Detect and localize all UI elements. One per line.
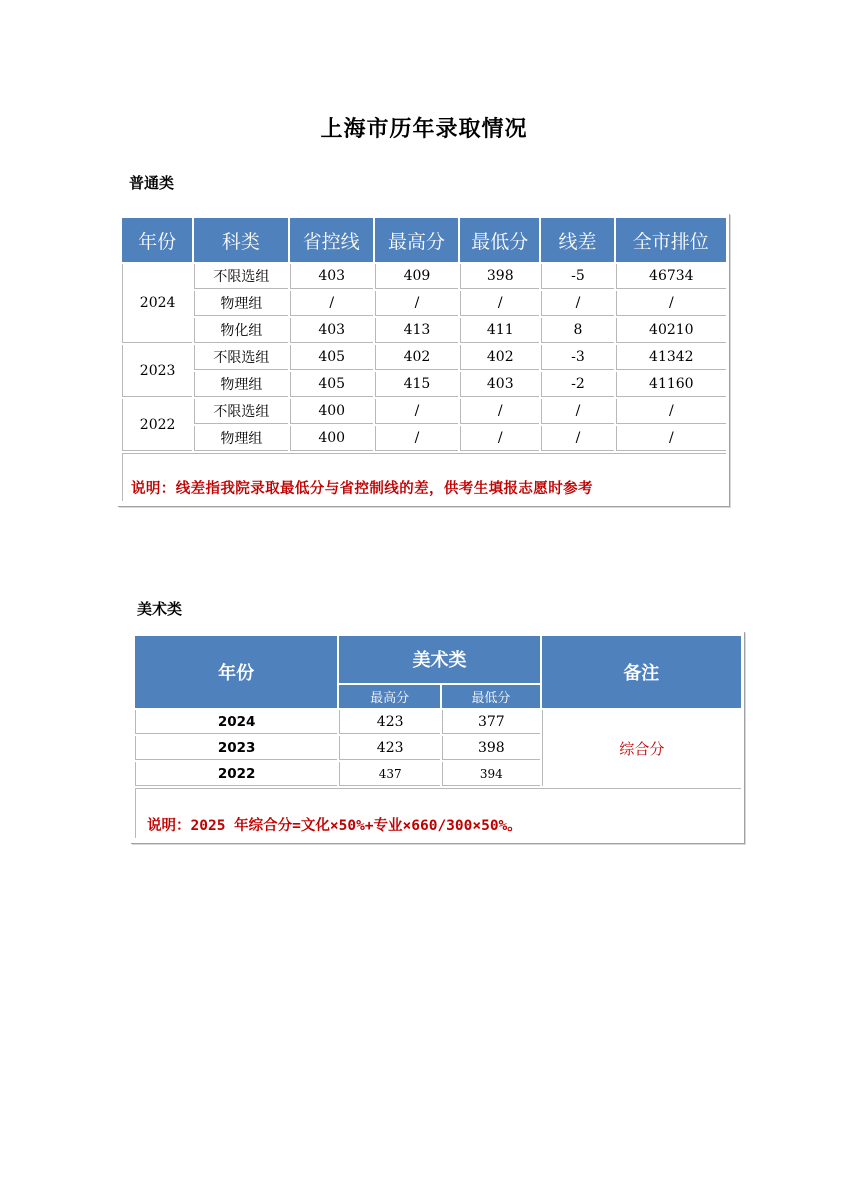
table-row [122, 345, 726, 370]
line-diff-cell: -3 [541, 345, 613, 370]
general-note-row [122, 453, 726, 501]
header-line-diff: 线差 [541, 218, 613, 262]
year-cell: 2023 [122, 345, 192, 397]
control-line-cell: 405 [290, 345, 373, 370]
min-score-cell: / [460, 399, 539, 424]
general-admission-table [120, 216, 728, 503]
min-score-cell: 402 [460, 345, 539, 370]
subject-cell: 物理组 [194, 372, 287, 397]
min-score-cell: 411 [460, 318, 539, 343]
table-row [122, 264, 726, 289]
subject-cell: 物理组 [194, 291, 287, 316]
art-min-cell: 398 [442, 736, 540, 760]
line-diff-cell: 8 [541, 318, 613, 343]
header-control-line: 省控线 [290, 218, 373, 262]
line-diff-cell: / [541, 399, 613, 424]
control-line-cell: / [290, 291, 373, 316]
subject-cell: 不限选组 [194, 399, 287, 424]
art-max-cell: 423 [339, 710, 440, 734]
line-diff-cell: -2 [541, 372, 613, 397]
max-score-cell: / [375, 426, 458, 451]
general-admission-table-frame [118, 214, 730, 507]
control-line-cell: 400 [290, 426, 373, 451]
table-row [135, 710, 741, 734]
header-year: 年份 [122, 218, 192, 262]
rank-cell: / [616, 399, 726, 424]
subject-cell: 物化组 [194, 318, 287, 343]
art-min-cell: 394 [442, 762, 540, 786]
control-line-cell: 405 [290, 372, 373, 397]
art-min-cell: 377 [442, 710, 540, 734]
section-title-art: 美术类 [137, 600, 183, 618]
table-row [122, 426, 726, 451]
art-remark-cell: 综合分 [542, 710, 741, 786]
header-art-category: 美术类 [339, 636, 539, 683]
page-title: 上海市历年录取情况 [320, 116, 528, 142]
rank-cell: / [616, 291, 726, 316]
rank-cell: 41160 [616, 372, 726, 397]
table-row [122, 399, 726, 424]
subject-cell: 不限选组 [194, 264, 287, 289]
min-score-cell: / [460, 291, 539, 316]
header-art-max: 最高分 [339, 685, 440, 708]
rank-cell: 41342 [616, 345, 726, 370]
art-header-row [135, 636, 741, 683]
header-art-min: 最低分 [442, 685, 540, 708]
header-max-score: 最高分 [375, 218, 458, 262]
header-art-year: 年份 [135, 636, 337, 708]
art-year-cell: 2023 [135, 736, 337, 760]
section-title-general: 普通类 [129, 174, 175, 192]
max-score-cell: / [375, 291, 458, 316]
header-city-rank: 全市排位 [616, 218, 726, 262]
max-score-cell: 409 [375, 264, 458, 289]
rank-cell: 46734 [616, 264, 726, 289]
header-subject-group: 科类 [194, 218, 287, 262]
min-score-cell: 403 [460, 372, 539, 397]
art-admission-table [133, 634, 743, 840]
art-year-cell: 2024 [135, 710, 337, 734]
subject-cell: 物理组 [194, 426, 287, 451]
max-score-cell: / [375, 399, 458, 424]
line-diff-cell: / [541, 291, 613, 316]
table-row [122, 372, 726, 397]
art-max-cell: 437 [339, 762, 440, 786]
control-line-cell: 400 [290, 399, 373, 424]
art-max-cell: 423 [339, 736, 440, 760]
header-min-score: 最低分 [460, 218, 539, 262]
max-score-cell: 413 [375, 318, 458, 343]
subject-cell: 不限选组 [194, 345, 287, 370]
min-score-cell: / [460, 426, 539, 451]
line-diff-cell: -5 [541, 264, 613, 289]
general-header-row [122, 218, 726, 262]
control-line-cell: 403 [290, 318, 373, 343]
max-score-cell: 402 [375, 345, 458, 370]
rank-cell: / [616, 426, 726, 451]
max-score-cell: 415 [375, 372, 458, 397]
table-row [122, 291, 726, 316]
min-score-cell: 398 [460, 264, 539, 289]
year-cell: 2024 [122, 264, 192, 343]
art-admission-table-frame [131, 632, 745, 844]
art-year-cell: 2022 [135, 762, 337, 786]
table-row [122, 318, 726, 343]
art-note: 说明：2025 年综合分=文化×50%+专业×660/300×50%。 [135, 788, 741, 838]
rank-cell: 40210 [616, 318, 726, 343]
art-note-row [135, 788, 741, 838]
general-note: 说明：线差指我院录取最低分与省控制线的差，供考生填报志愿时参考 [122, 453, 726, 501]
control-line-cell: 403 [290, 264, 373, 289]
year-cell: 2022 [122, 399, 192, 451]
line-diff-cell: / [541, 426, 613, 451]
header-art-remark: 备注 [542, 636, 741, 708]
